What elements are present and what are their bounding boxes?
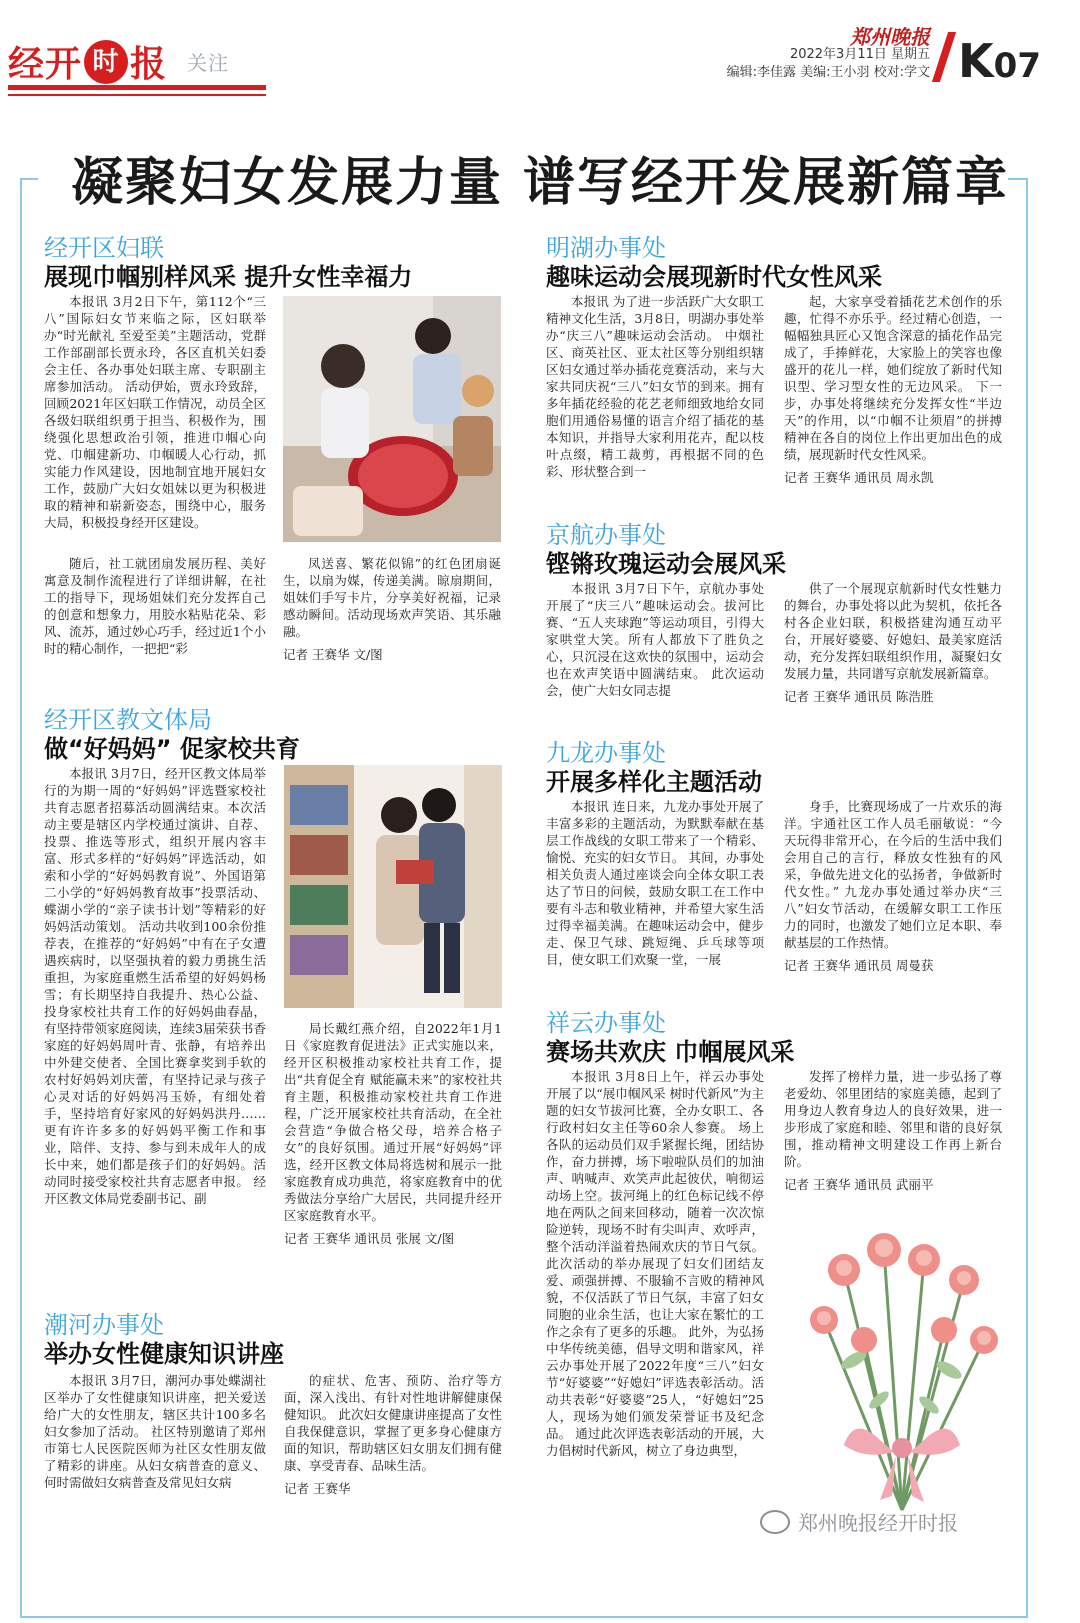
byline-jinghang: 记者 王赛华 通讯员 陈浩胜 <box>784 689 934 704</box>
paragraph: 凤送喜、繁花似锦”的红色团扇诞生，以扇为媒，传递美满。晾扇期间，姐妹们手写卡片，分享美好祝福，记录感动瞬间。活动现场欢声笑语、其乐融融。 <box>283 556 501 639</box>
paragraph: 发挥了榜样力量，进一步弘扬了尊老爱幼、邻里团结的家庭美德，起到了用身边人教育身边人的良好效果，进一步形成了家庭和睦、邻里和谐的良好氛围，推动精神文明建设工作再上新台阶。 <box>784 1069 1002 1169</box>
photo-fan-making <box>283 296 501 542</box>
article-body-fulian-3 <box>283 555 501 663</box>
flower-bouquet-illustration <box>784 1190 1020 1520</box>
page-letter: K <box>958 34 994 88</box>
logo-badge: 时 <box>84 40 128 84</box>
article-body-fulian-2 <box>44 555 266 663</box>
article-body-xiangyun-2 <box>784 1068 1002 1192</box>
article-title-xiangyun: 赛场共欢庆 巾帼展风采 <box>546 1038 795 1066</box>
article-body-jinghang-2 <box>784 580 1002 705</box>
article-body-jinghang-1 <box>546 580 764 705</box>
paragraph: 本报讯 为了进一步活跃广大女职工精神文化生活，3月8日，明湖办事处举办“庆三八”趣味运动会活动。 中烟社区、商英社区、亚太社区等分别组织辖区妇女通过举办插花竞赛活动，来与大家共同庆祝“三八”妇女节的到来。拥有多年插花经验的花艺老师细致地给女同胞们用通俗易懂的语言介绍了插花的基本知识，并指导大家利用花卉，配以枝叶点缀，精工裁剪，再根据不同的色彩、形状整合到一 <box>546 294 764 479</box>
paragraph: 起，大家享受着插花艺术创作的乐趣，忙得不亦乐乎。经过精心创造，一幅幅独具匠心又饱含深意的插花作品完成了，手捧鲜花，大家脸上的笑容也像盛开的花儿一样，她们绽放了新时代知识型、学习型女性的无边风采。 下一步，办事处将继续充分发挥女性“半边天”的作用，以“巾帼不让须眉”的拼搏精神在各自的岗位上作出更加出色的成绩，展现新时代女性风采。 <box>784 294 1002 462</box>
page-number <box>958 34 1041 88</box>
page-header <box>0 0 1080 100</box>
article-body-chaohe-1 <box>44 1372 266 1510</box>
paragraph: 本报讯 3月7日下午，京航办事处开展了“庆三八”趣味运动会。拔河比赛、“五人夹球跑”等运动项目，引得大家哄堂大笑。所有人都放下了胜负之心，只沉浸在这欢快的氛围中，运动会也在欢声笑语中圆满结束。 此次运动会，使广大妇女同志提 <box>546 581 764 698</box>
watermark-text: 郑州晚报经开时报 <box>798 1511 958 1535</box>
paragraph: 的症状、危害、预防、治疗等方面，深入浅出、有针对性地讲解健康保健知识。 此次妇女健康讲座提高了女性自我保健意识，掌握了更多身心健康方面的知识，帮助辖区妇女朋友们拥有健康、享受青春、品味生活。 <box>284 1373 502 1473</box>
paper-name: 郑州晚报 <box>850 25 930 49</box>
header-rule <box>8 85 266 90</box>
byline-xiangyun: 记者 王赛华 通讯员 武丽平 <box>784 1177 934 1192</box>
article-body-chaohe-2 <box>284 1372 502 1510</box>
byline-chaohe: 记者 王赛华 <box>284 1481 351 1496</box>
paragraph: 本报讯 3月7日，经开区教文体局举行的为期一周的“好妈妈”评选暨家校社共育志愿者招募活动圆满结束。本次活动主要是辖区内学校通过演讲、自荐、投票、推选等形式，组织开展内容丰富、形式多样的“好妈妈”评选活动，如索和小学的“好妈妈教育说”、外国语第二小学的“好妈妈教育故事”投票活动、蝶湖小学的“亲子读书计划”等精彩的好妈妈活动策划。 活动共收到100余份推荐表，在推荐的“好妈妈”中有在子女遭遇疾病时，以坚强执着的毅力勇挑生活重担，为家庭重燃生活希望的好妈妈杨雪；有长期坚持自我提升、热心公益、投身家校社共育工作的好妈妈曲春晶，有坚持带领家庭阅读，连续3届荣获书香家庭的好妈妈周叶青、张静，有培养出中外建交使者、全国比赛拿奖到手软的农村好妈妈刘庆蕾，有坚持记录与孩子心灵对话的好妈妈冯玉娇，有细处着手，坚持培育好家风的好妈妈洪丹……更有许许多多的好妈妈平衡工作和事业，陪伴、支持、参与到未成年人的成长中来，她们都是孩子们的好妈妈。活动同时接受家校社共育志愿者申报。 经开区教文体局党委副书记、副 <box>44 766 266 1206</box>
dept-label-jiulong: 九龙办事处 <box>546 739 666 767</box>
dept-label-jiaowenti: 经开区教文体局 <box>44 706 212 734</box>
header-slash <box>932 32 956 82</box>
byline-jiulong: 记者 王赛华 通讯员 周曼获 <box>784 958 934 973</box>
article-body-fulian-1 <box>44 293 266 551</box>
dept-label-fulian: 经开区妇联 <box>44 234 164 262</box>
article-title-fulian: 展现巾帼别样风采 提升女性幸福力 <box>44 263 413 291</box>
article-title-jiaowenti: 做“好妈妈” 促家校共育 <box>44 735 300 763</box>
paragraph: 本报讯 3月7日，潮河办事处蝶湖社区举办了女性健康知识讲座，把关爱送给广大的女性朋友，辖区共计100多名妇女参加了活动。 社区特别邀请了郑州市第七人民医院医师为社区女性朋友做了精彩的讲座。从妇女病普查的意义、何时需做妇女病普查及常见妇女病 <box>44 1373 266 1490</box>
logo-text-2: 报 <box>130 44 168 85</box>
dept-label-xiangyun: 祥云办事处 <box>546 1009 666 1037</box>
dept-label-minghu: 明湖办事处 <box>546 234 666 262</box>
issue-date: 2022年3月11日 星期五 <box>789 47 930 62</box>
logo-text-1: 经开 <box>8 44 83 85</box>
article-body-jiulong-2 <box>784 798 1002 983</box>
paragraph: 供了一个展现京航新时代女性魅力的舞台，办事处将以此为契机，依托各村各企业妇联，积极搭建沟通互动平台，开展好婆婆、好媳妇、最美家庭活动，充分发挥妇联组织作用，凝聚妇女发展力量，共同谱写京航发展新篇章。 <box>784 581 1002 681</box>
article-body-jiaowenti-1 <box>44 765 266 1275</box>
page-digits: 07 <box>993 46 1041 86</box>
paragraph: 局长戴红燕介绍，自2022年1月1日《家庭教育促进法》正式实施以来，经开区积极推动家校社共育工作，提出“共育促全育 赋能赢未来”的家校社共育主题，积极推动家校社共育工作进程，广泛开展家校社共育活动，在全社会营造“争做合格父母，培养合格子女”的良好氛围。通过开展“好妈妈”评选，经开区教文体局将选树和展示一批家庭教育成功典范，将家庭教育中的优秀做法分享给广大居民，共同提升经开区家庭教育水平。 <box>284 1021 502 1223</box>
dept-label-jinghang: 京航办事处 <box>546 521 666 549</box>
editor-credits: 编辑:李佳露 美编:王小羽 校对:学文 <box>726 65 930 80</box>
header-rule-thin <box>8 94 266 96</box>
article-title-jiulong: 开展多样化主题活动 <box>546 768 762 796</box>
article-body-jiaowenti-2 <box>284 1020 502 1270</box>
article-body-minghu-2 <box>784 293 1002 493</box>
paragraph: 本报讯 连日来，九龙办事处开展了丰富多彩的主题活动，为默默奉献在基层工作战线的女职工带来了一个精彩、愉悦、充实的妇女节日。 其间，办事处相关负责人通过座谈会向全体女职工表达了节日的问候，鼓励女职工在工作中要有斗志和敬业精神，并希望大家生活过得幸福美满。在趣味运动会中，健步走、保卫气球、跳短绳、乒乓球等项目，使女职工们欢聚一堂，一展 <box>546 799 764 967</box>
paragraph: 本报讯 3月8日上午，祥云办事处开展了以“展巾帼风采 树时代新风”为主题的妇女节拔河比赛，全办女职工、各行政村妇女主任等60余人参赛。 场上各队的运动员们双手紧握长绳，团结协作，奋力拼搏，场下啦啦队员们的加油声、呐喊声、欢笑声此起彼伏，响彻运动场上空。拔河绳上的红色标记线不停地在两队之间来回移动，随着一次次惊险逆转，现场不时有尖叫声、欢呼声，整个活动洋溢着热闹欢庆的节日气氛。 此次活动的举办展现了妇女们团结友爱、顽强拼搏、不服输不言败的精神风貌，不仅活跃了节日气氛，丰富了妇女同胞的业余生活，也让大家在繁忙的工作之余有了更多的乐趣。 此外，为弘扬中华传统美德，倡导文明和谐家风，祥云办事处开展了2022年度“三八”妇女节“好婆婆”“好媳妇”评选表彰活动。活动共表彰“好婆婆”25人，“好媳妇”25人，现场为她们颁发荣誉证书及纪念品。 通过此次评选表彰活动的开展，大力倡树时代新风，树立了身边典型， <box>546 1069 764 1458</box>
wechat-icon <box>760 1510 790 1534</box>
dept-label-chaohe: 潮河办事处 <box>44 1311 164 1339</box>
wechat-watermark <box>760 1507 958 1536</box>
masthead-info <box>726 25 930 82</box>
article-title-chaohe: 举办女性健康知识讲座 <box>44 1340 284 1368</box>
article-title-minghu: 趣味运动会展现新时代女性风采 <box>546 263 882 291</box>
byline-jiaowenti: 记者 王赛华 通讯员 张展 文/图 <box>284 1231 455 1246</box>
article-body-minghu-1 <box>546 293 764 493</box>
article-title-jinghang: 铿锵玫瑰运动会展风采 <box>546 550 786 578</box>
section-label: 关注 <box>187 51 230 75</box>
article-body-jiulong-1 <box>546 798 764 983</box>
main-headline: 凝聚妇女发展力量 谱写经开发展新篇章 <box>70 152 1010 213</box>
paragraph: 身手，比赛现场成了一片欢乐的海洋。宇通社区工作人员毛丽敏说：“今天玩得非常开心，在今后的生活中我们会用自己的言行，释放女性独有的风采，争做先进文化的弘扬者，争做新时代女性。” 九龙办事处通过举办庆“三八”妇女节活动，在缓解女职工工作压力的同时，也激发了她们立足本职、奉献基层的工作热情。 <box>784 799 1002 950</box>
photo-reading-family <box>284 765 502 1008</box>
byline-minghu: 记者 王赛华 通讯员 周永凯 <box>784 470 934 485</box>
paragraph: 随后，社工就团扇发展历程、美好寓意及制作流程进行了详细讲解，在社工的指导下，现场姐妹们充分发挥自己的创意和想象力，用胶水粘贴花朵、彩风、流苏，通过妙心巧手，经过近1个小时的精心制作，一把把“彩 <box>44 556 266 656</box>
paper-logo <box>8 36 229 87</box>
article-body-xiangyun-1 <box>546 1068 764 1508</box>
paragraph: 本报讯 3月2日下午，第112个“三八”国际妇女节来临之际，区妇联举办“时光献礼 至爱至美”主题活动，党群工作部副部长贾永玲，各区直机关妇委会主任、各办事处妇联主席、专职副主席参加活动。 活动伊始，贾永玲致辞，回顾2021年区妇联工作情况，动员全区各级妇联组织勇于担当、积极作为，围绕强化思想政治引领，推进巾帼心向党、巾帼建新功、巾帼暖人心行动，抓实能力作风建设，因地制宜地开展妇女工作，鼓励广大妇女姐妹以更为积极进取的精神和崭新姿态，围绕中心，服务大局，积极投身经开区建设。 <box>44 294 266 530</box>
byline-fulian: 记者 王赛华 文/图 <box>283 647 383 662</box>
frame-corner-left <box>20 178 38 180</box>
